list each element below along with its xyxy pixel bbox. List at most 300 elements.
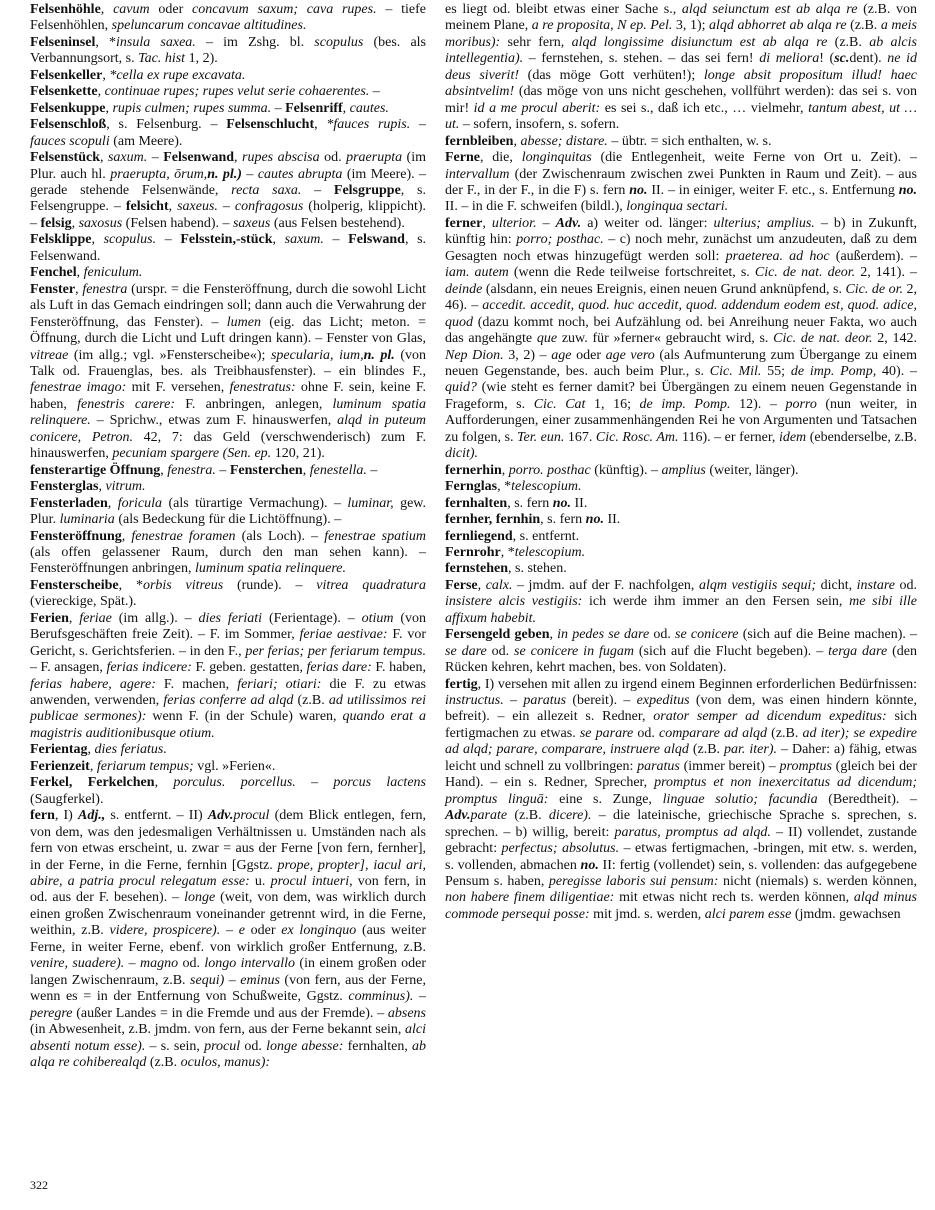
- text-run: (aus Felsen bestehend).: [270, 215, 405, 231]
- text-run: ,: [87, 742, 95, 758]
- text-run: (als türartige Vermachung). –: [162, 495, 348, 511]
- text-run: ,: [102, 67, 110, 83]
- text-run: ,: [272, 232, 285, 248]
- text-run: ,: [234, 150, 243, 166]
- text-run: ,: [121, 528, 132, 544]
- text-run: –: [369, 84, 380, 100]
- latin-term: alqd in puteum conicere, Petron.: [30, 413, 427, 445]
- dictionary-entry: [30, 282, 426, 463]
- text-run: (das möge von uns nicht geschehen, vollführt werden): das sei s. von mir!: [445, 84, 917, 116]
- headword: Felseninsel: [30, 34, 96, 50]
- latin-term: Cic. Cat: [533, 396, 586, 412]
- latin-term: ad iter); se expedire ad alqd; parare, comparare, instruere alqd: [445, 725, 917, 758]
- text-run: sich fertigmachen zu etwas.: [445, 709, 918, 741]
- latin-term: de imp. Pomp,: [790, 363, 877, 379]
- latin-term: comparare ad alqd: [658, 725, 768, 741]
- text-run: dent).: [849, 51, 888, 67]
- latin-term: abesse; distare.: [520, 133, 608, 149]
- dictionary-entry: [445, 150, 917, 216]
- latin-term: fenestrae spatium: [324, 528, 427, 544]
- latin-term: scopulus: [314, 34, 364, 50]
- text-run: , s. fern: [507, 495, 553, 511]
- latin-term: fenestrae imago:: [30, 380, 127, 396]
- headword: fernbleiben: [445, 133, 514, 149]
- text-run: (holperig, klippicht). –: [30, 199, 426, 231]
- text-run: 2, 46). –: [445, 281, 918, 314]
- text-run: u.: [249, 874, 271, 890]
- text-run: , s. Felsenwand.: [30, 232, 427, 264]
- latin-term: saxeus: [232, 215, 271, 231]
- text-run: (im Plur. auch hl.: [30, 150, 426, 182]
- text-run: , *: [118, 577, 143, 593]
- latin-term: telescopium.: [511, 479, 582, 495]
- latin-term: pecuniam spargere (Sen. ep.: [112, 446, 272, 462]
- latin-term: luminum spatia relinquere.: [194, 561, 346, 577]
- latin-term: comminus).: [348, 989, 414, 1005]
- headword: Felsenstück: [30, 150, 100, 166]
- text-run: , die,: [479, 150, 522, 166]
- text-run: oder: [149, 2, 193, 17]
- right-column: [445, 2, 917, 923]
- latin-term: ne id deus siverit!: [445, 51, 918, 83]
- dictionary-entry: [30, 742, 426, 758]
- text-run: nicht (niemals) s. werden können,: [718, 874, 917, 890]
- latin-term: rupes abscisa: [242, 150, 320, 166]
- dictionary-entry: [445, 529, 917, 545]
- text-run: wenn F. (in der Schule) waren,: [146, 709, 343, 725]
- headword: Ferientag: [30, 742, 88, 758]
- text-run: ,: [342, 100, 350, 116]
- text-run: (nun weiter, in Aufforderungen, einer zusammenhängenden Rei he von Argumenten und Tatsachen zu folgen, s.: [445, 396, 918, 445]
- text-run: – jmdm. auf der F. nachfolgen,: [512, 577, 699, 593]
- text-run: ,: [89, 758, 97, 774]
- text-run: 2, 141). –: [855, 265, 918, 281]
- text-run: od.: [178, 956, 205, 972]
- text-run: (sich auf die Beine machen). –: [738, 627, 918, 643]
- latin-term: feriae aestivae:: [299, 627, 388, 643]
- text-run: 1, 2).: [185, 51, 218, 67]
- latin-term: que: [536, 331, 558, 347]
- latin-term: Cic. de or.: [845, 281, 904, 297]
- latin-term: expeditus: [636, 693, 690, 709]
- text-run: –: [220, 923, 239, 939]
- text-run: (im allg.; vgl. »Fensterscheibe«);: [68, 347, 271, 363]
- grammar-label: no.: [580, 857, 599, 873]
- headword: Felsenkette: [30, 84, 98, 100]
- headword: Felsenriff: [285, 100, 343, 116]
- latin-term: Nep Dion.: [445, 347, 504, 363]
- latin-term: se parare: [579, 725, 634, 741]
- text-run: II: fertig (vollendet) sein, s. vollenden: das aufgegebene Pensum s. haben,: [445, 857, 917, 890]
- text-run: F. machen,: [155, 676, 238, 692]
- text-run: (als Bedeckung für die Lichtöffnung). –: [114, 512, 342, 528]
- headword: Ferien: [30, 610, 69, 626]
- dictionary-entry: [30, 463, 426, 479]
- text-run: –: [215, 462, 230, 478]
- text-run: 40). –: [876, 363, 917, 379]
- latin-term: promptus et non inexercitatus ad dicendum; promptus linguā:: [445, 775, 917, 807]
- text-run: (als Aufmunterung zum Übergange zu einem neuen Gegenstande, bes. auch beim Plur., s.: [445, 347, 917, 379]
- headword: fernher, fernhin: [445, 512, 541, 528]
- latin-term: porro. posthac: [508, 462, 591, 478]
- headword: Fenster: [30, 281, 76, 297]
- headword: Fensteröffnung: [30, 528, 122, 544]
- headword: Felsenschloß: [30, 117, 107, 133]
- headword: fern: [30, 808, 55, 824]
- latin-term: luminum spatia relinquere.: [30, 396, 426, 429]
- text-run: (Ferientage). –: [262, 610, 362, 626]
- headword: felsicht: [125, 199, 169, 215]
- text-run: von fern, in od. aus der F. besehen). –: [30, 874, 426, 906]
- text-run: ,: [76, 265, 84, 281]
- dictionary-entry: [30, 479, 426, 495]
- text-run: fernhalten,: [343, 1038, 413, 1054]
- latin-term: dicere).: [548, 808, 592, 824]
- text-run: zuw. für »ferner« gebraucht wird, s.: [557, 331, 774, 347]
- text-run: 55;: [761, 363, 791, 379]
- headword: Felsenkeller: [30, 67, 103, 83]
- text-run: –: [156, 232, 181, 248]
- text-run: –: [217, 199, 235, 215]
- latin-term: dies feriatus.: [94, 742, 167, 758]
- text-run: (dem Blick entlegen, fern, von dem, was den jedesmaligen Verhältnissen u. Umständen nach als fern von etwas erscheint, u. zwar = aus der Ferne [von fern, fernher], in der Ferne, in die Ferne, fernhin [Ggstz.: [30, 808, 427, 873]
- headword: Ferkel, Ferkelchen: [30, 775, 155, 791]
- latin-term: insistere alcis vestigiis:: [445, 594, 583, 610]
- latin-term: specularia, ium,: [270, 347, 364, 363]
- latin-term: Cic. de nat. deor.: [754, 265, 856, 281]
- dictionary-entry: [445, 545, 917, 561]
- latin-term: praeterea. ad hoc: [725, 248, 830, 264]
- latin-term: procul intueri,: [270, 874, 353, 890]
- latin-term: non habere finem diligentiae:: [445, 890, 615, 906]
- text-run: (z.B.: [507, 808, 549, 824]
- latin-term: vitrea quadratura: [316, 577, 427, 593]
- latin-term: insula saxea.: [116, 34, 196, 50]
- headword: fernstehen: [445, 561, 508, 577]
- latin-term: porro: [785, 396, 817, 412]
- text-run: (weit, von dem, was wirklich durch einen großen Zwischenraum voneinander getrennt wird, in die Ferne, weithin, z.B.: [30, 890, 426, 939]
- latin-term: Cic. Mil.: [709, 363, 762, 379]
- text-run: (wie steht es ferner damit? bei Übergängen zu einem neuen Gegenstande in Frageform, s.: [445, 380, 917, 412]
- text-run: –: [536, 215, 556, 231]
- latin-term: calx.: [485, 577, 513, 593]
- latin-term: alqd minus commode persequi posse:: [445, 890, 918, 922]
- latin-term: idem: [778, 429, 807, 445]
- text-run: – Daher: a) fähig, etwas leicht und schnell zu vollbringen:: [445, 742, 918, 774]
- latin-term: ad utilissimos rei publicae sermones):: [30, 693, 426, 725]
- text-run: (z.B.: [827, 34, 870, 50]
- latin-term: me sibi ille affixum habebit.: [445, 594, 917, 626]
- latin-term: alci parem esse: [704, 906, 792, 922]
- latin-term: fenestris carere:: [77, 396, 175, 412]
- latin-term: cavum: [113, 2, 150, 17]
- text-run: es liegt od. bleibt etwas einer Sache s.,: [445, 2, 682, 17]
- latin-term: peregre: [30, 1005, 73, 1021]
- text-run: s. entfernt. – II): [105, 808, 208, 824]
- latin-term: Ter. eun.: [516, 429, 565, 445]
- headword: Felsklippe: [30, 232, 92, 248]
- latin-term: speluncarum concavae altitudines.: [111, 18, 307, 34]
- headword: Fenchel: [30, 265, 77, 281]
- text-run: –: [147, 150, 164, 166]
- text-run: 116). – er ferner,: [678, 429, 779, 445]
- text-run: (Beredtheit). –: [817, 791, 918, 807]
- dictionary-entry: [445, 496, 917, 512]
- latin-term: luminaria: [59, 512, 115, 528]
- latin-term: cautes.: [349, 100, 389, 116]
- headword: Ferse: [445, 577, 478, 593]
- latin-term: Tac. hist: [138, 51, 186, 67]
- text-run: ,: [549, 627, 558, 643]
- latin-term: ulterius; amplius.: [713, 215, 815, 231]
- text-run: ich werde ihm immer an den Fersen sein,: [582, 594, 850, 610]
- latin-term: Cic. de nat. deor.: [773, 331, 873, 347]
- headword: fernerhin: [445, 462, 502, 478]
- latin-term: alqd seiunctum est ab alqa re: [681, 2, 858, 17]
- latin-term: ferias habere, agere:: [30, 676, 156, 692]
- text-run: ,: [477, 577, 486, 593]
- headword: Fensterglas: [30, 479, 99, 495]
- text-run: – II) vollendet, zustande gebracht:: [445, 824, 917, 857]
- text-run: ,: [513, 133, 521, 149]
- text-run: – F. ansagen,: [30, 660, 107, 676]
- text-run: –: [271, 100, 286, 116]
- dictionary-entry: [30, 101, 426, 117]
- text-run: (als Loch). –: [235, 528, 325, 544]
- grammar-label: n. pl.): [207, 166, 242, 182]
- text-run: –: [224, 972, 241, 988]
- text-run: (in einem großen oder langen Zwischenraum, z.B.: [30, 956, 426, 988]
- text-run: ,: [98, 479, 106, 495]
- headword: fensterartige Öffnung: [30, 462, 161, 478]
- text-run: oder: [244, 923, 282, 939]
- text-run: sehr fern,: [500, 34, 572, 50]
- dictionary-entry: [445, 216, 917, 463]
- latin-term: orator semper ad dicendum expeditus:: [653, 709, 887, 725]
- text-run: (z.B. von meinem Plane,: [445, 2, 917, 34]
- latin-term: dies feriati: [198, 610, 263, 626]
- grammar-label: no.: [552, 495, 572, 511]
- headword: Felsenwand: [163, 150, 235, 166]
- latin-term: longe: [184, 890, 216, 906]
- dictionary-entry: [30, 35, 426, 68]
- headword: Fensterscheibe: [30, 577, 119, 593]
- text-run: –: [366, 462, 378, 478]
- headword: felsig: [40, 215, 72, 231]
- dictionary-entry: [445, 2, 917, 134]
- text-run: (am Meere).: [109, 133, 183, 149]
- text-run: F. anbringen, anlegen,: [174, 396, 333, 412]
- latin-term: saxum.: [107, 150, 148, 166]
- latin-term: parate: [470, 808, 508, 824]
- text-run: 120, 21).: [271, 446, 325, 462]
- text-run: od.: [319, 150, 347, 166]
- dictionary-entry: [30, 529, 426, 578]
- latin-term: telescopium.: [514, 544, 586, 560]
- text-run: –: [323, 232, 349, 248]
- text-run: 1, 16;: [585, 396, 640, 412]
- text-run: (außer Landes = in die Fremde und aus der Fremde). –: [72, 1005, 388, 1021]
- text-run: (bereit). –: [566, 693, 637, 709]
- headword: Ferienzeit: [30, 758, 90, 774]
- headword: Fensterchen: [229, 462, 303, 478]
- latin-term: ferias indicere:: [106, 660, 192, 676]
- latin-term: paratus: [637, 758, 680, 774]
- latin-term: fenestra: [82, 281, 128, 297]
- text-run: , I) versehen mit allen zu irgend einem Beginnen erforderlichen Bedürfnissen:: [477, 676, 917, 692]
- text-run: ,: [154, 775, 174, 791]
- latin-term: feriarum tempus;: [96, 758, 194, 774]
- latin-term: se dare: [445, 643, 487, 659]
- text-run: (in Abwesenheit, z.B. jmdm. von fern, aus der Ferne bekannt sein,: [30, 1022, 405, 1038]
- latin-term: alqm vestigiis sequi;: [698, 577, 817, 593]
- latin-term: *fauces rupis.: [326, 117, 411, 133]
- latin-term: porcus lactens: [333, 775, 426, 791]
- text-run: eine s. Zunge,: [548, 791, 663, 807]
- dictionary-entry: [30, 2, 426, 35]
- latin-term: de imp. Pomp.: [639, 396, 731, 412]
- latin-term: alci absenti notum esse).: [30, 1022, 426, 1054]
- text-run: – tiefe Felsenhöhlen,: [30, 2, 426, 34]
- text-run: (wenn die Rede teilweise fortschreitet, s.: [508, 265, 755, 281]
- latin-term: paratus: [523, 693, 567, 709]
- dictionary-entry: [30, 496, 426, 529]
- text-run: –: [410, 117, 427, 133]
- text-run: od.: [649, 627, 676, 643]
- latin-term: fauces scopuli: [30, 133, 110, 149]
- text-run: ,: [482, 215, 492, 231]
- latin-term: ferias dare:: [306, 660, 372, 676]
- text-run: F. haben,: [371, 660, 427, 676]
- latin-term: amplius: [661, 462, 706, 478]
- text-run: (sich auf die Flucht begeben). –: [633, 643, 829, 659]
- text-run: vgl. »Ferien«.: [193, 758, 276, 774]
- latin-term: saxeus.: [177, 199, 218, 215]
- text-run: od.: [486, 643, 515, 659]
- text-run: gew. Plur.: [30, 495, 427, 528]
- latin-term: cautes abrupta: [257, 166, 343, 182]
- text-run: , s. stehen.: [508, 561, 567, 577]
- grammar-label: n. pl.: [363, 347, 395, 363]
- text-run: (künftig). –: [590, 462, 662, 478]
- grammar-label: Adj.,: [77, 808, 106, 824]
- text-run: ,: [100, 2, 114, 17]
- latin-term: feriae: [79, 610, 112, 626]
- text-run: od.: [895, 577, 918, 593]
- text-run: 167.: [564, 429, 596, 445]
- text-run: –: [503, 693, 524, 709]
- latin-term: praerupta, ōrum,: [110, 166, 208, 182]
- latin-term: iam. autem: [445, 265, 509, 281]
- latin-term: longinquitas: [521, 150, 592, 166]
- latin-term: deinde: [445, 281, 483, 297]
- text-run: II. – in die F. schweifen (bildl.),: [445, 199, 627, 215]
- dictionary-entry: [445, 627, 917, 676]
- text-run: F. vor Gericht, s. Gerichtsferien. – in den F.,: [30, 627, 426, 659]
- text-run: , s. entfernt.: [512, 528, 580, 544]
- text-run: , *: [95, 34, 117, 50]
- grammar-label: no.: [585, 512, 604, 528]
- text-run: (im allg.). –: [111, 610, 199, 626]
- text-run: 42, 7: das Geld (verschwenderisch) zum F. hinauswerfen,: [30, 429, 426, 462]
- latin-term: fenestrae foramen: [131, 528, 236, 544]
- latin-term: lumen: [226, 314, 262, 330]
- latin-term: vitrum.: [105, 479, 146, 495]
- text-run: (den Rücken kehren, kehrt machen, bes. von Soldaten).: [445, 643, 917, 676]
- text-run: (gleich bei der Hand). – ein s. Redner, Sprecher,: [445, 758, 917, 791]
- text-run: (z.B.: [688, 742, 725, 758]
- dictionary-entry: [30, 611, 426, 743]
- text-run: – sofern, insofern, s. sofern.: [459, 117, 620, 133]
- latin-term: saxosus: [78, 215, 123, 231]
- dictionary-entry: [445, 463, 917, 479]
- text-run: –: [124, 956, 141, 972]
- text-run: (von dem, was einen hindern könnte, befreit). – ein allezeit s. Redner,: [445, 693, 917, 725]
- latin-term: per ferias; per feriarum tempus.: [245, 643, 426, 659]
- text-run: , s. Felsengruppe. –: [30, 182, 426, 215]
- latin-term: se conicere in fugam: [514, 643, 634, 659]
- text-run: – etwas fertigmachen, -bringen, mit etw. s. werden, s. vollenden, abmachen: [445, 841, 917, 873]
- headword: Felswand: [348, 232, 405, 248]
- text-run: ,: [71, 215, 79, 231]
- text-run: –: [413, 989, 427, 1005]
- headword: Ferne: [445, 150, 480, 166]
- latin-term: fenestratus:: [229, 380, 296, 396]
- text-run: , s. fern: [540, 512, 586, 528]
- latin-term: in pedes se dare: [557, 627, 650, 643]
- text-run: (ebenderselbe, z.B.: [806, 429, 917, 445]
- latin-term: id a me procul aberit:: [473, 100, 601, 116]
- latin-term: accedit. accedit, quod. huc accedit, quod. addendum eodem est, quod. adice, quod: [445, 298, 917, 330]
- grammar-label: no.: [629, 182, 648, 198]
- text-run: (weiter, länger).: [705, 462, 799, 478]
- text-run: (immer bereit) –: [679, 758, 780, 774]
- text-run: (z.B.: [293, 693, 329, 709]
- text-run: (die Entlegenheit, weite Ferne von Ort u. Zeit). –: [591, 150, 917, 166]
- latin-term: feriari; otiari:: [237, 676, 322, 692]
- text-run: F. geben. gestatten,: [191, 660, 307, 676]
- page-number: 322: [30, 1178, 48, 1192]
- headword: fernhalten: [445, 495, 508, 511]
- latin-term: perfectus; absolutus.: [501, 841, 620, 857]
- dictionary-entry: [30, 265, 426, 281]
- text-run: – im Zshg. bl.: [195, 34, 315, 50]
- latin-term: foricula: [117, 495, 163, 511]
- latin-term: prope, propter], iacul ari, abire, a patria procul relegatum esse:: [30, 857, 426, 890]
- text-run: 12). –: [730, 396, 786, 412]
- text-run: – fernstehen, s. stehen. – das sei fern!: [523, 51, 760, 67]
- latin-term: rupis culmen; rupes summa.: [112, 100, 272, 116]
- text-run: es sei s., daß ich etc., … vielmehr,: [600, 100, 809, 116]
- text-run: (von Talk od. Frauenglas, bes. als Treibhausfenster). – ein blindes F.,: [30, 347, 426, 379]
- dictionary-entry: [445, 561, 917, 577]
- latin-term: otium: [361, 610, 394, 626]
- latin-term: *cella ex rupe excavata.: [109, 67, 246, 83]
- text-run: , s. Felsenburg. –: [106, 117, 227, 133]
- latin-term: age: [551, 347, 572, 363]
- dictionary-entry: [30, 578, 426, 611]
- latin-term: se conicere: [675, 627, 739, 643]
- text-run: ,: [91, 232, 104, 248]
- grammar-label: sc.: [834, 51, 850, 67]
- latin-term: Cic. Rosc. Am.: [595, 429, 679, 445]
- latin-term: alqd longissime disiunctum est ab alqa re: [571, 34, 828, 50]
- text-run: ,: [68, 610, 80, 626]
- latin-term: promptus: [779, 758, 832, 774]
- headword: fernliegend: [445, 528, 513, 544]
- latin-term: procul: [233, 808, 270, 824]
- text-run: od.: [633, 725, 659, 741]
